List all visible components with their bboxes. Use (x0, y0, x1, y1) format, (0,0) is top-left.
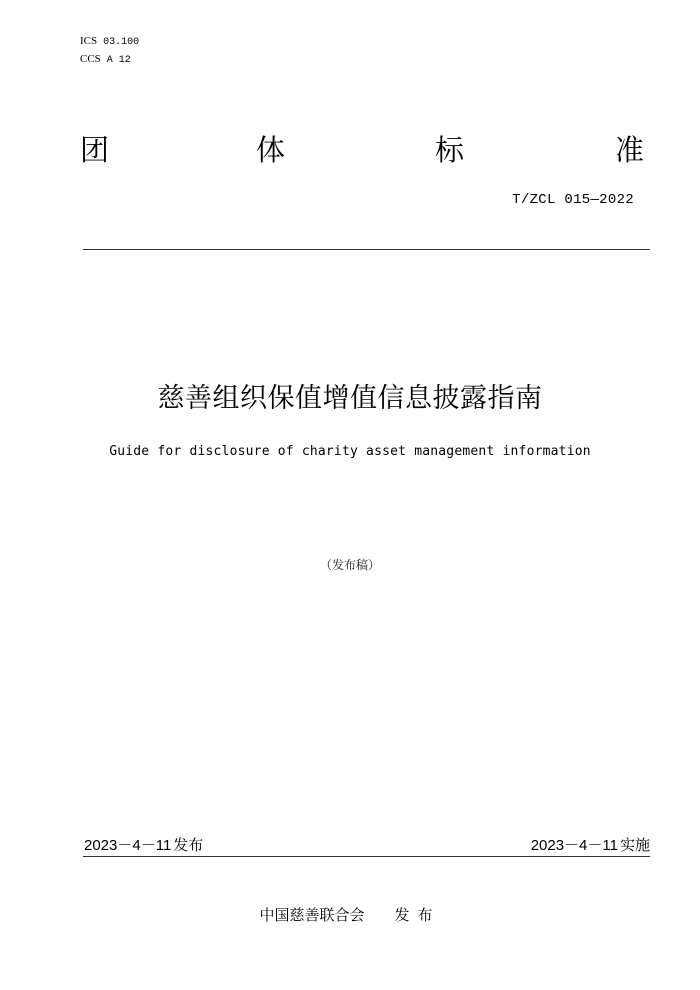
ics-code: 03.100 (103, 37, 140, 48)
ics-label: ICS (80, 35, 98, 47)
standard-type-heading (80, 132, 646, 174)
header-divider (83, 249, 650, 250)
publisher-name: 中国慈善联合会 (259, 906, 365, 924)
document-title-chinese: 慈善组织保值增值信息披露指南 (157, 383, 543, 414)
standard-number: T/ZCL 015—2022 (512, 192, 634, 208)
ics-line (80, 34, 139, 50)
ccs-code: A 12 (106, 55, 131, 66)
standard-type-char-2: 体 (256, 133, 286, 167)
issue-date-line (84, 836, 203, 855)
effective-label: 实施 (619, 836, 650, 854)
draft-status-label: （发布稿） (319, 558, 380, 572)
effective-date-line (531, 836, 650, 855)
document-title-english: Guide for disclosure of charity asset management information (109, 444, 591, 459)
ccs-label: CCS (80, 53, 101, 65)
effective-date: 2023－4－11 (530, 837, 618, 854)
standard-type-char-1: 团 (80, 133, 110, 167)
ccs-line (80, 52, 131, 68)
publisher-line (0, 905, 700, 925)
standard-type-char-3: 标 (435, 133, 465, 167)
footer-divider (83, 856, 650, 857)
publisher-action: 发布 (394, 906, 441, 924)
issue-date: 2023－4－11 (84, 837, 172, 854)
issue-label: 发布 (173, 836, 204, 854)
standard-type-char-4: 准 (615, 133, 645, 167)
